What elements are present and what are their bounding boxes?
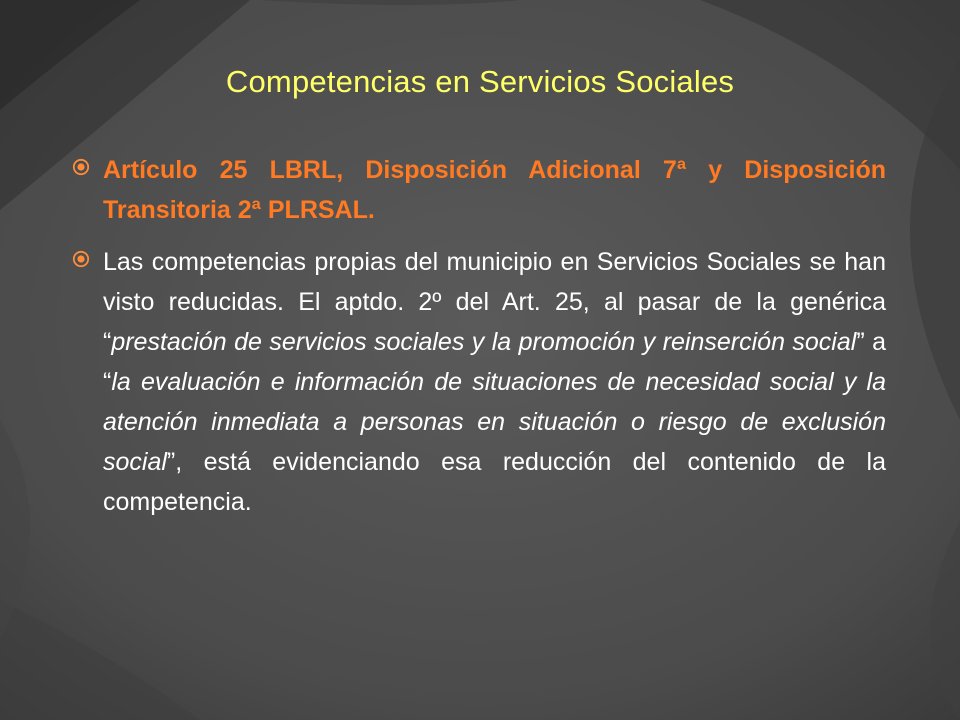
radio-target-bullet-icon	[72, 158, 90, 176]
bullet-list	[72, 150, 886, 522]
bullet-text-conclusion: ”, está evidenciando esa reducción del contenido de la competencia.	[103, 448, 886, 516]
quote-new-competence: la evaluación e información de situaciones de necesidad social y la atención inmediata a personas en situación o riesgo de exclusión social	[103, 368, 886, 476]
radio-target-bullet-icon	[72, 250, 90, 268]
slide-title: Competencias en Servicios Sociales	[225, 64, 735, 99]
bullet-text-intro: Las competencias propias del municipio en Servicios Sociales se han visto reducidas. El aptdo. 2º del Art. 25, al pasar de la genérica “	[103, 248, 886, 356]
bullet-item-reference	[72, 150, 886, 230]
bullet-text-connector: ” a “	[103, 328, 886, 396]
bullet-item-description	[72, 242, 886, 522]
quote-generic-competence: prestación de servicios sociales y la promoción y reinserción social	[111, 328, 857, 356]
bullet-text-reference: Artículo 25 LBRL, Disposición Adicional 7ª y Disposición Transitoria 2ª PLRSAL.	[103, 156, 886, 224]
